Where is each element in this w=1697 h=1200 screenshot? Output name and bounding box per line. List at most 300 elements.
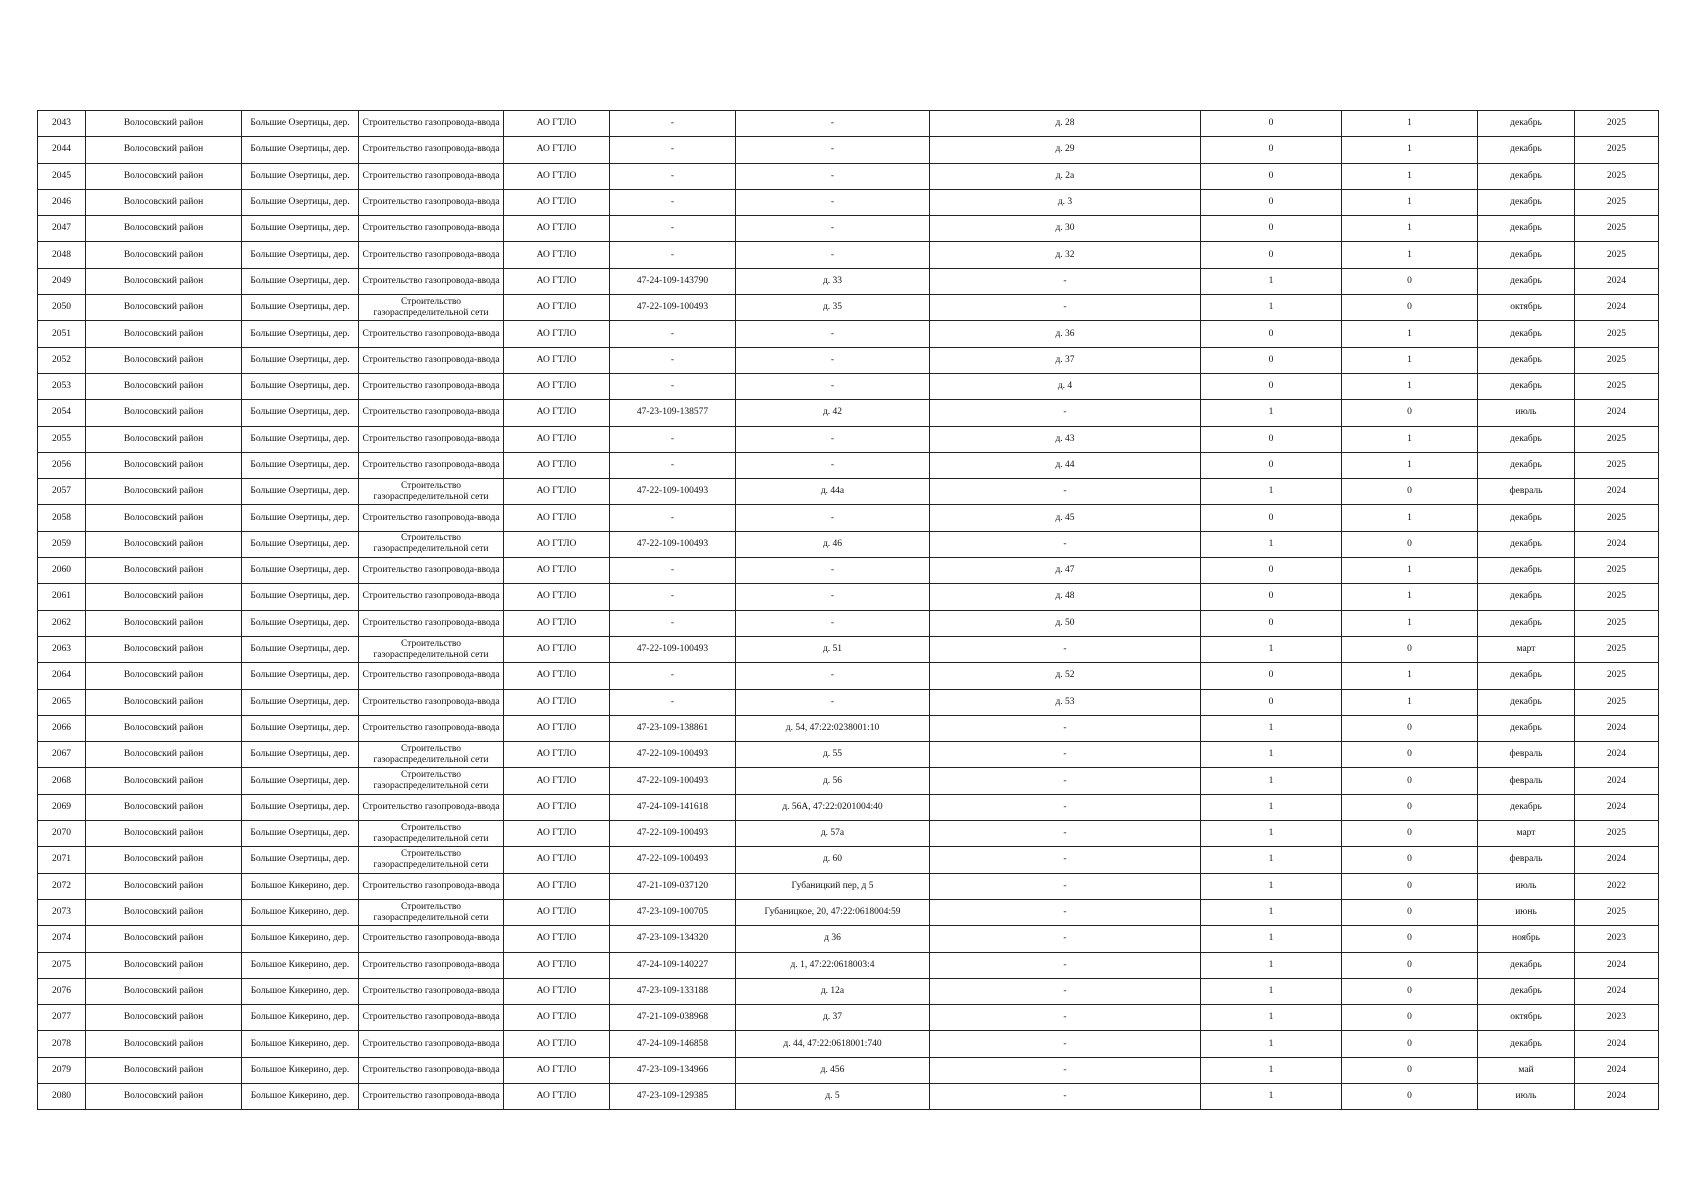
row-number: 2074: [38, 926, 86, 952]
row-number: 2045: [38, 163, 86, 189]
count-done-cell: 0: [1201, 505, 1342, 531]
address-cell: д. 33: [736, 268, 930, 294]
year-cell: 2025: [1575, 558, 1659, 584]
district-cell: Волосовский район: [86, 899, 242, 925]
month-cell: декабрь: [1478, 978, 1575, 1004]
count-planned-cell: 0: [1342, 1031, 1478, 1057]
month-cell: март: [1478, 636, 1575, 662]
year-cell: 2025: [1575, 636, 1659, 662]
address-cell: д. 60: [736, 847, 930, 873]
row-number: 2048: [38, 242, 86, 268]
table-row: [38, 610, 1659, 636]
organization-cell: АО ГТЛО: [504, 584, 610, 610]
count-done-cell: 1: [1201, 295, 1342, 321]
work-type-cell: Строительство газораспределительной сети: [359, 531, 504, 557]
address-cell: д. 56: [736, 768, 930, 794]
count-done-cell: 1: [1201, 531, 1342, 557]
year-cell: 2022: [1575, 873, 1659, 899]
count-done-cell: 1: [1201, 821, 1342, 847]
work-type-cell: Строительство газораспределительной сети: [359, 479, 504, 505]
year-cell: 2025: [1575, 426, 1659, 452]
settlement-cell: Большие Озертицы, дер.: [242, 558, 359, 584]
district-cell: Волосовский район: [86, 610, 242, 636]
work-type-cell: Строительство газопровода-ввода: [359, 216, 504, 242]
settlement-cell: Большое Кикерино, дер.: [242, 1083, 359, 1109]
settlement-cell: Большие Озертицы, дер.: [242, 531, 359, 557]
table-row: [38, 373, 1659, 399]
table-row: [38, 584, 1659, 610]
count-done-cell: 0: [1201, 584, 1342, 610]
organization-cell: АО ГТЛО: [504, 1031, 610, 1057]
month-cell: декабрь: [1478, 452, 1575, 478]
address-planned-cell: д. 48: [930, 584, 1201, 610]
address-cell: д. 1, 47:22:0618003:4: [736, 952, 930, 978]
row-number: 2072: [38, 873, 86, 899]
address-planned-cell: -: [930, 1057, 1201, 1083]
work-type-cell: Строительство газораспределительной сети: [359, 768, 504, 794]
year-cell: 2025: [1575, 505, 1659, 531]
row-number: 2050: [38, 295, 86, 321]
row-number: 2059: [38, 531, 86, 557]
month-cell: декабрь: [1478, 584, 1575, 610]
count-done-cell: 1: [1201, 742, 1342, 768]
district-cell: Волосовский район: [86, 978, 242, 1004]
settlement-cell: Большие Озертицы, дер.: [242, 794, 359, 820]
settlement-cell: Большие Озертицы, дер.: [242, 242, 359, 268]
organization-cell: АО ГТЛО: [504, 189, 610, 215]
work-type-cell: Строительство газопровода-ввода: [359, 1083, 504, 1109]
month-cell: декабрь: [1478, 426, 1575, 452]
settlement-cell: Большое Кикерино, дер.: [242, 978, 359, 1004]
organization-cell: АО ГТЛО: [504, 1057, 610, 1083]
organization-cell: АО ГТЛО: [504, 531, 610, 557]
district-cell: Волосовский район: [86, 768, 242, 794]
row-number: 2054: [38, 400, 86, 426]
month-cell: декабрь: [1478, 610, 1575, 636]
district-cell: Волосовский район: [86, 321, 242, 347]
count-done-cell: 1: [1201, 768, 1342, 794]
settlement-cell: Большие Озертицы, дер.: [242, 347, 359, 373]
count-planned-cell: 1: [1342, 663, 1478, 689]
address-cell: -: [736, 426, 930, 452]
address-planned-cell: -: [930, 768, 1201, 794]
address-planned-cell: -: [930, 715, 1201, 741]
count-done-cell: 1: [1201, 1057, 1342, 1083]
permit-number-cell: 47-21-109-037120: [610, 873, 736, 899]
address-planned-cell: д. 4: [930, 373, 1201, 399]
settlement-cell: Большие Озертицы, дер.: [242, 847, 359, 873]
table-row: [38, 321, 1659, 347]
table-row: [38, 1083, 1659, 1109]
permit-number-cell: -: [610, 111, 736, 137]
permit-number-cell: -: [610, 452, 736, 478]
year-cell: 2023: [1575, 1005, 1659, 1031]
work-type-cell: Строительство газопровода-ввода: [359, 400, 504, 426]
row-number: 2071: [38, 847, 86, 873]
address-planned-cell: -: [930, 952, 1201, 978]
address-planned-cell: д. 50: [930, 610, 1201, 636]
work-type-cell: Строительство газопровода-ввода: [359, 584, 504, 610]
table-row: [38, 189, 1659, 215]
row-number: 2057: [38, 479, 86, 505]
count-done-cell: 1: [1201, 847, 1342, 873]
settlement-cell: Большое Кикерино, дер.: [242, 1005, 359, 1031]
settlement-cell: Большие Озертицы, дер.: [242, 479, 359, 505]
address-planned-cell: д. 30: [930, 216, 1201, 242]
table-row: [38, 899, 1659, 925]
permit-number-cell: -: [610, 137, 736, 163]
month-cell: декабрь: [1478, 1031, 1575, 1057]
year-cell: 2025: [1575, 189, 1659, 215]
year-cell: 2025: [1575, 610, 1659, 636]
district-cell: Волосовский район: [86, 137, 242, 163]
organization-cell: АО ГТЛО: [504, 452, 610, 478]
address-cell: д. 42: [736, 400, 930, 426]
address-planned-cell: -: [930, 794, 1201, 820]
organization-cell: АО ГТЛО: [504, 373, 610, 399]
year-cell: 2024: [1575, 1083, 1659, 1109]
address-cell: д 36: [736, 926, 930, 952]
address-planned-cell: д. 32: [930, 242, 1201, 268]
organization-cell: АО ГТЛО: [504, 821, 610, 847]
year-cell: 2024: [1575, 978, 1659, 1004]
settlement-cell: Большое Кикерино, дер.: [242, 952, 359, 978]
address-planned-cell: д. 29: [930, 137, 1201, 163]
year-cell: 2025: [1575, 689, 1659, 715]
month-cell: ноябрь: [1478, 926, 1575, 952]
year-cell: 2024: [1575, 742, 1659, 768]
permit-number-cell: 47-24-109-140227: [610, 952, 736, 978]
table-row: [38, 242, 1659, 268]
permit-number-cell: 47-23-109-134966: [610, 1057, 736, 1083]
month-cell: июль: [1478, 1083, 1575, 1109]
organization-cell: АО ГТЛО: [504, 426, 610, 452]
table-row: [38, 636, 1659, 662]
district-cell: Волосовский район: [86, 926, 242, 952]
year-cell: 2023: [1575, 926, 1659, 952]
permit-number-cell: -: [610, 689, 736, 715]
table-row: [38, 137, 1659, 163]
year-cell: 2024: [1575, 400, 1659, 426]
address-planned-cell: -: [930, 400, 1201, 426]
month-cell: декабрь: [1478, 242, 1575, 268]
row-number: 2064: [38, 663, 86, 689]
count-planned-cell: 1: [1342, 610, 1478, 636]
row-number: 2068: [38, 768, 86, 794]
year-cell: 2024: [1575, 794, 1659, 820]
settlement-cell: Большое Кикерино, дер.: [242, 873, 359, 899]
permit-number-cell: -: [610, 321, 736, 347]
organization-cell: АО ГТЛО: [504, 610, 610, 636]
district-cell: Волосовский район: [86, 531, 242, 557]
month-cell: декабрь: [1478, 137, 1575, 163]
organization-cell: АО ГТЛО: [504, 689, 610, 715]
address-cell: -: [736, 189, 930, 215]
month-cell: февраль: [1478, 742, 1575, 768]
settlement-cell: Большие Озертицы, дер.: [242, 426, 359, 452]
table-row: [38, 479, 1659, 505]
address-planned-cell: -: [930, 268, 1201, 294]
year-cell: 2024: [1575, 768, 1659, 794]
organization-cell: АО ГТЛО: [504, 558, 610, 584]
month-cell: декабрь: [1478, 715, 1575, 741]
permit-number-cell: 47-22-109-100493: [610, 295, 736, 321]
year-cell: 2024: [1575, 952, 1659, 978]
row-number: 2058: [38, 505, 86, 531]
row-number: 2062: [38, 610, 86, 636]
year-cell: 2025: [1575, 163, 1659, 189]
settlement-cell: Большие Озертицы, дер.: [242, 715, 359, 741]
table-row: [38, 847, 1659, 873]
row-number: 2070: [38, 821, 86, 847]
address-cell: -: [736, 505, 930, 531]
year-cell: 2024: [1575, 268, 1659, 294]
count-done-cell: 0: [1201, 452, 1342, 478]
year-cell: 2025: [1575, 216, 1659, 242]
organization-cell: АО ГТЛО: [504, 663, 610, 689]
count-done-cell: 1: [1201, 479, 1342, 505]
count-done-cell: 1: [1201, 1005, 1342, 1031]
district-cell: Волосовский район: [86, 216, 242, 242]
organization-cell: АО ГТЛО: [504, 242, 610, 268]
work-type-cell: Строительство газораспределительной сети: [359, 821, 504, 847]
address-cell: д. 57а: [736, 821, 930, 847]
count-planned-cell: 0: [1342, 926, 1478, 952]
permit-number-cell: 47-24-109-143790: [610, 268, 736, 294]
address-planned-cell: -: [930, 821, 1201, 847]
work-type-cell: Строительство газопровода-ввода: [359, 926, 504, 952]
work-type-cell: Строительство газопровода-ввода: [359, 426, 504, 452]
district-cell: Волосовский район: [86, 1057, 242, 1083]
permit-number-cell: -: [610, 189, 736, 215]
address-planned-cell: -: [930, 636, 1201, 662]
address-cell: -: [736, 584, 930, 610]
district-cell: Волосовский район: [86, 111, 242, 137]
address-cell: д. 35: [736, 295, 930, 321]
count-done-cell: 0: [1201, 663, 1342, 689]
settlement-cell: Большие Озертицы, дер.: [242, 137, 359, 163]
table-row: [38, 1005, 1659, 1031]
month-cell: февраль: [1478, 768, 1575, 794]
data-table: [37, 110, 1659, 1110]
district-cell: Волосовский район: [86, 373, 242, 399]
work-type-cell: Строительство газораспределительной сети: [359, 636, 504, 662]
district-cell: Волосовский район: [86, 821, 242, 847]
address-cell: -: [736, 163, 930, 189]
count-planned-cell: 0: [1342, 742, 1478, 768]
month-cell: декабрь: [1478, 505, 1575, 531]
address-planned-cell: -: [930, 1083, 1201, 1109]
row-number: 2063: [38, 636, 86, 662]
district-cell: Волосовский район: [86, 295, 242, 321]
permit-number-cell: 47-23-109-138577: [610, 400, 736, 426]
count-done-cell: 0: [1201, 111, 1342, 137]
work-type-cell: Строительство газопровода-ввода: [359, 610, 504, 636]
district-cell: Волосовский район: [86, 636, 242, 662]
address-cell: -: [736, 242, 930, 268]
work-type-cell: Строительство газопровода-ввода: [359, 137, 504, 163]
year-cell: 2025: [1575, 373, 1659, 399]
organization-cell: АО ГТЛО: [504, 926, 610, 952]
row-number: 2047: [38, 216, 86, 242]
organization-cell: АО ГТЛО: [504, 768, 610, 794]
month-cell: декабрь: [1478, 663, 1575, 689]
count-done-cell: 0: [1201, 610, 1342, 636]
permit-number-cell: 47-23-109-138861: [610, 715, 736, 741]
address-planned-cell: -: [930, 295, 1201, 321]
organization-cell: АО ГТЛО: [504, 1083, 610, 1109]
address-planned-cell: д. 28: [930, 111, 1201, 137]
row-number: 2080: [38, 1083, 86, 1109]
year-cell: 2025: [1575, 321, 1659, 347]
month-cell: декабрь: [1478, 689, 1575, 715]
organization-cell: АО ГТЛО: [504, 479, 610, 505]
permit-number-cell: 47-22-109-100493: [610, 742, 736, 768]
district-cell: Волосовский район: [86, 873, 242, 899]
count-planned-cell: 0: [1342, 768, 1478, 794]
district-cell: Волосовский район: [86, 1005, 242, 1031]
work-type-cell: Строительство газопровода-ввода: [359, 505, 504, 531]
district-cell: Волосовский район: [86, 189, 242, 215]
address-planned-cell: -: [930, 873, 1201, 899]
count-planned-cell: 0: [1342, 531, 1478, 557]
address-planned-cell: д. 53: [930, 689, 1201, 715]
address-planned-cell: д. 36: [930, 321, 1201, 347]
organization-cell: АО ГТЛО: [504, 347, 610, 373]
organization-cell: АО ГТЛО: [504, 505, 610, 531]
organization-cell: АО ГТЛО: [504, 742, 610, 768]
count-planned-cell: 0: [1342, 479, 1478, 505]
organization-cell: АО ГТЛО: [504, 216, 610, 242]
permit-number-cell: 47-21-109-038968: [610, 1005, 736, 1031]
year-cell: 2025: [1575, 242, 1659, 268]
address-cell: -: [736, 558, 930, 584]
work-type-cell: Строительство газопровода-ввода: [359, 715, 504, 741]
work-type-cell: Строительство газопровода-ввода: [359, 663, 504, 689]
count-done-cell: 1: [1201, 268, 1342, 294]
table-row: [38, 505, 1659, 531]
year-cell: 2025: [1575, 111, 1659, 137]
district-cell: Волосовский район: [86, 400, 242, 426]
table-row: [38, 873, 1659, 899]
permit-number-cell: -: [610, 584, 736, 610]
address-cell: Губаницкий пер, д 5: [736, 873, 930, 899]
district-cell: Волосовский район: [86, 1031, 242, 1057]
address-cell: -: [736, 452, 930, 478]
count-planned-cell: 0: [1342, 899, 1478, 925]
permit-number-cell: -: [610, 558, 736, 584]
table-row: [38, 426, 1659, 452]
settlement-cell: Большие Озертицы, дер.: [242, 373, 359, 399]
organization-cell: АО ГТЛО: [504, 952, 610, 978]
work-type-cell: Строительство газопровода-ввода: [359, 452, 504, 478]
work-type-cell: Строительство газопровода-ввода: [359, 1057, 504, 1083]
work-type-cell: Строительство газопровода-ввода: [359, 163, 504, 189]
count-done-cell: 1: [1201, 1083, 1342, 1109]
year-cell: 2025: [1575, 347, 1659, 373]
count-planned-cell: 1: [1342, 137, 1478, 163]
settlement-cell: Большие Озертицы, дер.: [242, 768, 359, 794]
month-cell: октябрь: [1478, 1005, 1575, 1031]
address-planned-cell: -: [930, 742, 1201, 768]
work-type-cell: Строительство газопровода-ввода: [359, 952, 504, 978]
district-cell: Волосовский район: [86, 663, 242, 689]
permit-number-cell: 47-23-109-133188: [610, 978, 736, 1004]
work-type-cell: Строительство газопровода-ввода: [359, 373, 504, 399]
district-cell: Волосовский район: [86, 163, 242, 189]
count-planned-cell: 0: [1342, 952, 1478, 978]
permit-number-cell: -: [610, 373, 736, 399]
count-done-cell: 0: [1201, 373, 1342, 399]
settlement-cell: Большие Озертицы, дер.: [242, 163, 359, 189]
address-cell: д. 44а: [736, 479, 930, 505]
settlement-cell: Большое Кикерино, дер.: [242, 1057, 359, 1083]
address-cell: д. 46: [736, 531, 930, 557]
work-type-cell: Строительство газопровода-ввода: [359, 111, 504, 137]
address-planned-cell: д. 3: [930, 189, 1201, 215]
address-cell: д. 456: [736, 1057, 930, 1083]
count-planned-cell: 1: [1342, 452, 1478, 478]
district-cell: Волосовский район: [86, 558, 242, 584]
count-done-cell: 1: [1201, 952, 1342, 978]
district-cell: Волосовский район: [86, 715, 242, 741]
district-cell: Волосовский район: [86, 505, 242, 531]
work-type-cell: Строительство газопровода-ввода: [359, 1005, 504, 1031]
count-done-cell: 1: [1201, 715, 1342, 741]
work-type-cell: Строительство газопровода-ввода: [359, 321, 504, 347]
month-cell: май: [1478, 1057, 1575, 1083]
organization-cell: АО ГТЛО: [504, 715, 610, 741]
month-cell: декабрь: [1478, 347, 1575, 373]
permit-number-cell: -: [610, 242, 736, 268]
table-row: [38, 531, 1659, 557]
row-number: 2049: [38, 268, 86, 294]
count-done-cell: 0: [1201, 426, 1342, 452]
permit-number-cell: 47-23-109-129385: [610, 1083, 736, 1109]
work-type-cell: Строительство газораспределительной сети: [359, 847, 504, 873]
count-done-cell: 1: [1201, 794, 1342, 820]
month-cell: декабрь: [1478, 558, 1575, 584]
month-cell: октябрь: [1478, 295, 1575, 321]
address-planned-cell: д. 52: [930, 663, 1201, 689]
settlement-cell: Большие Озертицы, дер.: [242, 636, 359, 662]
month-cell: декабрь: [1478, 189, 1575, 215]
district-cell: Волосовский район: [86, 242, 242, 268]
month-cell: декабрь: [1478, 794, 1575, 820]
month-cell: декабрь: [1478, 216, 1575, 242]
row-number: 2051: [38, 321, 86, 347]
settlement-cell: Большое Кикерино, дер.: [242, 1031, 359, 1057]
table-row: [38, 926, 1659, 952]
district-cell: Волосовский район: [86, 584, 242, 610]
table-row: [38, 742, 1659, 768]
organization-cell: АО ГТЛО: [504, 111, 610, 137]
count-planned-cell: 0: [1342, 821, 1478, 847]
row-number: 2079: [38, 1057, 86, 1083]
month-cell: декабрь: [1478, 111, 1575, 137]
organization-cell: АО ГТЛО: [504, 978, 610, 1004]
permit-number-cell: 47-22-109-100493: [610, 768, 736, 794]
address-planned-cell: -: [930, 899, 1201, 925]
address-planned-cell: д. 43: [930, 426, 1201, 452]
count-done-cell: 1: [1201, 978, 1342, 1004]
count-planned-cell: 1: [1342, 189, 1478, 215]
count-planned-cell: 1: [1342, 111, 1478, 137]
count-done-cell: 0: [1201, 163, 1342, 189]
work-type-cell: Строительство газораспределительной сети: [359, 899, 504, 925]
address-planned-cell: -: [930, 1005, 1201, 1031]
settlement-cell: Большое Кикерино, дер.: [242, 926, 359, 952]
